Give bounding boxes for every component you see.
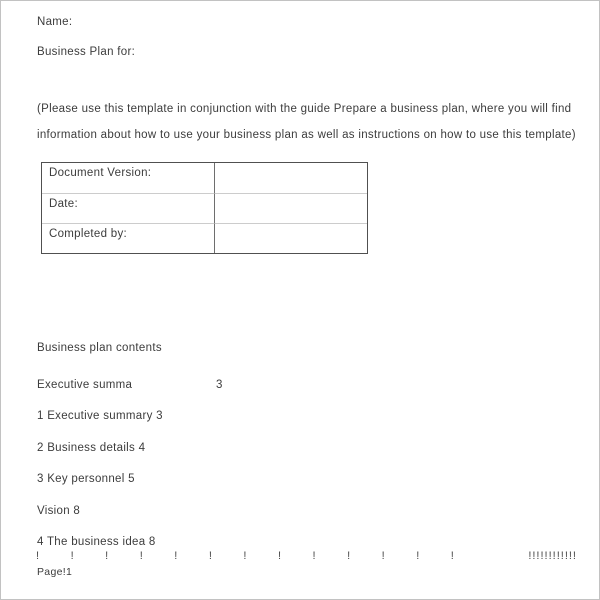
intro-paragraph-line-2: information about how to use your business plan as well as instructions on how to use this template) [37,129,576,141]
date-value-cell[interactable] [214,193,367,223]
document-version-value-cell[interactable] [214,163,367,193]
exclamation-mark: ! [277,550,281,562]
completed-by-label: Completed by: [42,223,214,253]
exclamation-mark: ! [312,550,316,562]
business-plan-for-label: Business Plan for: [37,46,136,58]
contents-heading: Business plan contents [37,342,162,354]
contents-entry-vision: Vision 8 [37,505,81,517]
version-table [41,162,368,254]
exclamation-mark: ! [174,550,178,562]
document-version-label: Document Version: [49,167,152,179]
contents-partial-entry-label: Executive summa [37,379,133,391]
contents-entry-executive-summary: 1 Executive summary 3 [37,410,163,422]
page-number-label: Page!1 [37,566,73,578]
completed-by-value-cell[interactable] [214,223,367,253]
exclamation-mark: ! [105,550,109,562]
footer-exclamation-row [36,550,577,563]
exclamation-mark: ! [139,550,143,562]
exclamation-mark: ! [416,550,420,562]
contents-entry-business-idea: 4 The business idea 8 [37,536,156,548]
contents-entry-key-personnel: 3 Key personnel 5 [37,473,135,485]
contents-partial-entry-page-number: 3 [216,379,223,391]
exclamation-mark: ! [381,550,385,562]
exclamation-mark: ! [36,550,40,562]
exclamation-mark: ! [70,550,74,562]
exclamation-mark: ! [208,550,212,562]
exclamation-mark: ! [243,550,247,562]
exclamation-cluster: !!!!!!!!!!!! [528,550,577,562]
exclamation-mark: ! [450,550,454,562]
date-label: Date: [42,193,214,223]
intro-paragraph-line-1: (Please use this template in conjunction with the guide Prepare a business plan, where you will find [37,103,572,115]
name-label: Name: [37,16,73,28]
exclamation-mark: ! [347,550,351,562]
contents-entry-business-details: 2 Business details 4 [37,442,146,454]
